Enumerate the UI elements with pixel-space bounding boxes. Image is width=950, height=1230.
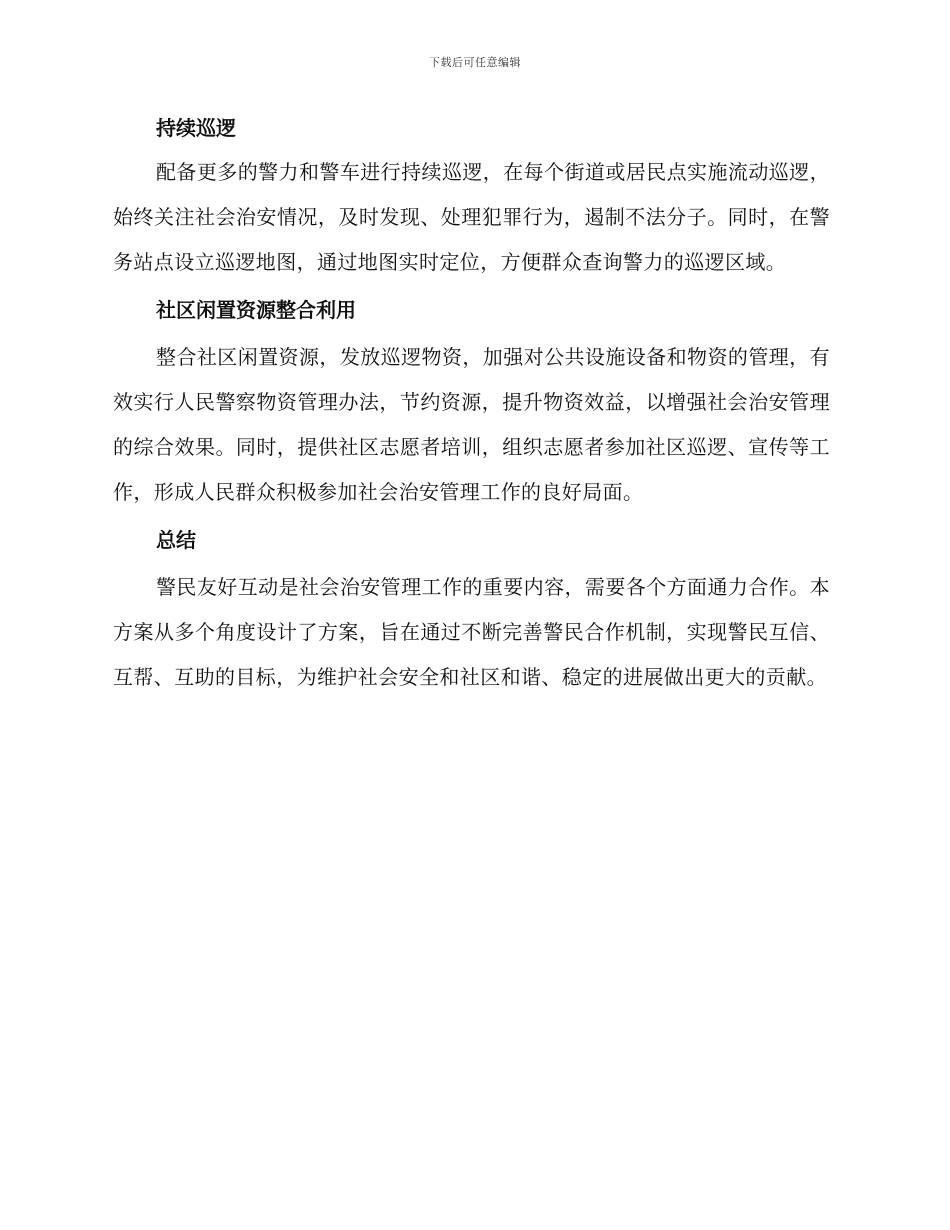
section-heading-summary: 总结 [156, 528, 196, 552]
section-paragraph-resources: 整合社区闲置资源，发放巡逻物资，加强对公共设施设备和物资的管理，有效实行人民警察物资管理办法，节约资源，提升物资效益，以增强社会治安管理的综合效果。同时，提供社区志愿者培训，组织志愿者参加社区巡逻、宣传等工作，形成人民群众积极参加社会治安管理工作的良好局面。 [113, 345, 830, 504]
section-paragraph-summary: 警民友好互动是社会治安管理工作的重要内容，需要各个方面通力合作。本方案从多个角度设计了方案，旨在通过不断完善警民合作机制，实现警民互信、互帮、互助的目标，为维护社会安全和社区和谐、稳定的进展做出更大的贡献。 [113, 575, 830, 689]
header-note: 下载后可任意编辑 [429, 56, 521, 69]
section-heading-resources: 社区闲置资源整合利用 [156, 298, 356, 322]
section-heading-patrol: 持续巡逻 [156, 116, 236, 140]
document-body [113, 111, 830, 700]
section-paragraph-patrol: 配备更多的警力和警车进行持续巡逻，在每个街道或居民点实施流动巡逻，始终关注社会治安情况，及时发现、处理犯罪行为，遏制不法分子。同时，在警务站点设立巡逻地图，通过地图实时定位，方便群众查询警力的巡逻区域。 [113, 160, 830, 274]
